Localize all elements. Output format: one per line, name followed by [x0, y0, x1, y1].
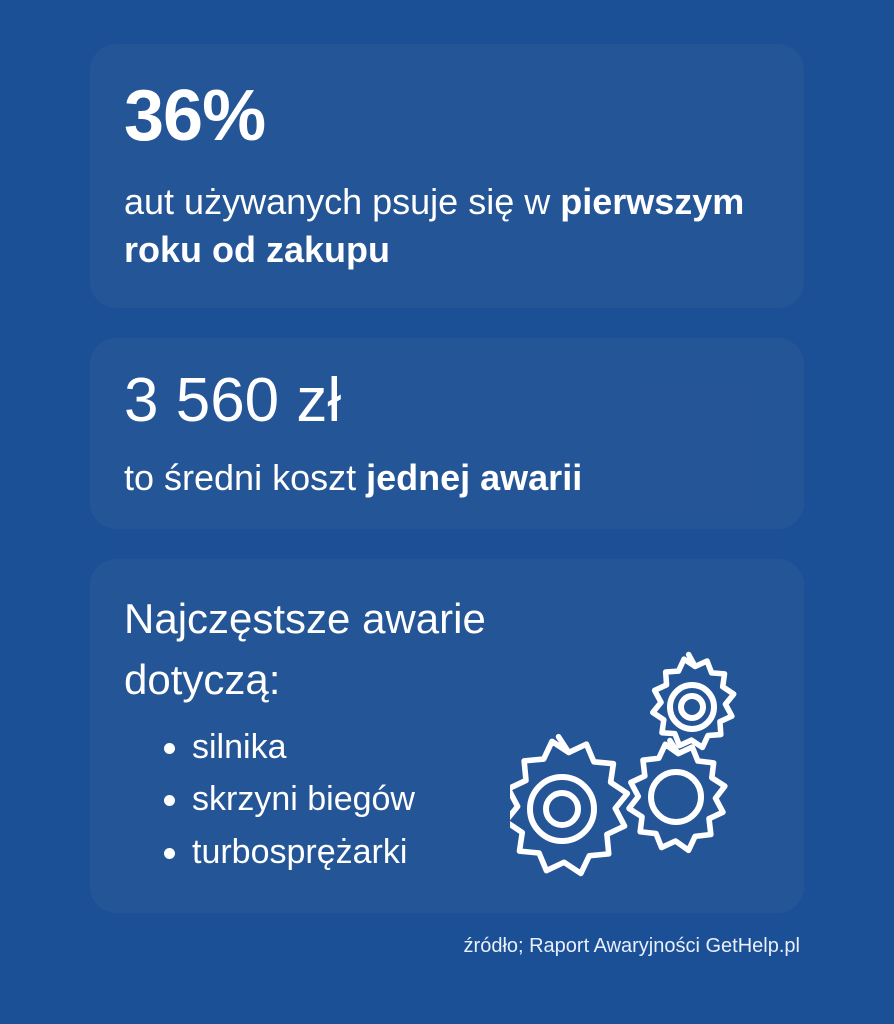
list-item: silnika [164, 721, 770, 774]
stat-card-1-text-plain: aut używanych psuje się w [124, 181, 561, 222]
list-item: turbosprężarki [164, 826, 770, 879]
stat-card-2-text-bold: jednej awarii [366, 456, 583, 498]
stat-card-average-cost [90, 338, 804, 528]
stat-card-1-headline: 36% [124, 76, 266, 156]
common-failures-list [124, 721, 770, 879]
stat-card-common-failures [90, 559, 804, 913]
stat-card-2-text-plain: to średni koszt [124, 456, 367, 498]
stat-card-2-headline: 3 560 zł [124, 366, 342, 436]
source-caption: źródło; Raport Awaryjności GetHelp.pl [463, 934, 800, 957]
stat-card-breakdown-rate [90, 44, 804, 308]
stat-card-1-text-bold: pierwszym roku od zakupu [124, 181, 745, 271]
stat-card-1-description [124, 178, 770, 274]
list-item: skrzyni biegów [164, 773, 770, 826]
stat-card-2-description [124, 456, 770, 499]
common-failures-heading: Najczęstsze awarie dotyczą: [124, 594, 486, 703]
